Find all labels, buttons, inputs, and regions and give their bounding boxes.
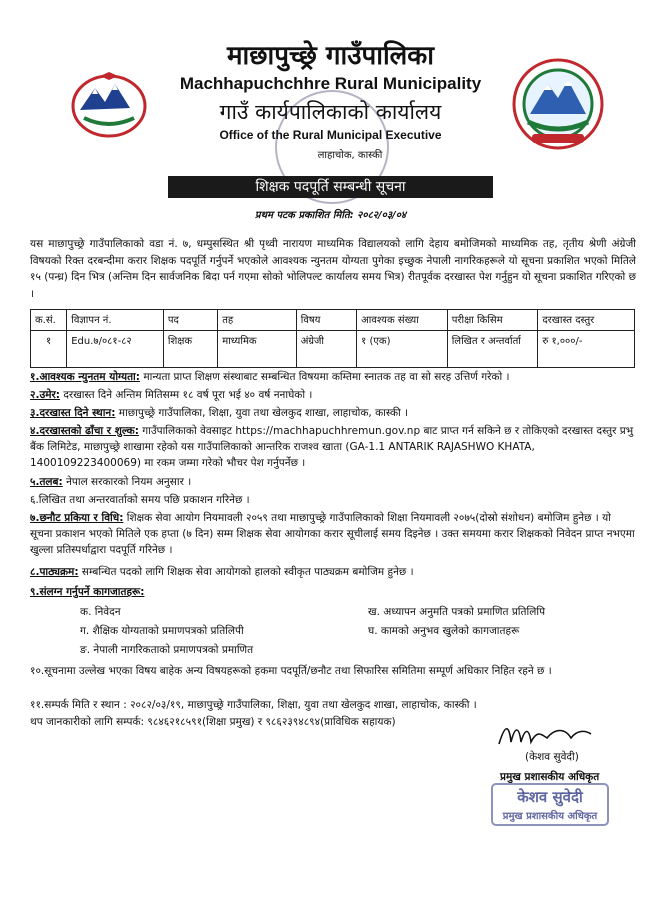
list-item: १०.सूचनामा उल्लेख भएका विषय बाहेक अन्य विषयहरूको हकमा पदपूर्ति/छनौट तथा सिफारिस समितिमा सम्पूर्ण अधिकार निहित रहने छ । [30,665,552,677]
table-cell: रु १,०००/- [538,331,635,368]
list-item: ५.तलब: नेपाल सरकारको नियम अनुसार । [30,476,192,488]
municipality-title-np: माछापुच्छ्रे गाउँपालिका [226,41,435,71]
document-item: ङ. नेपाली नागरिकताको प्रमाणपत्रको प्रमाणित [80,644,254,656]
list-item: १.आवश्यक न्युनतम योग्यता: मान्यता प्राप्त शिक्षण संस्थाबाट सम्बन्धित विषयमा कम्तिमा स्नातक तह वा सो सरह उत्तिर्ण गरेको । [30,371,510,383]
document-item: ग. शैक्षिक योग्यताको प्रमाणपत्रको प्रतिलिपी [80,625,244,637]
table-cell: शिक्षक [163,331,217,368]
table-header: क.सं. [31,310,67,331]
table-header: दरखास्त दस्तुर [538,310,635,331]
notice-title: शिक्षक पदपूर्ति सम्बन्धी सूचना [168,176,493,198]
table-header: विषय [296,310,356,331]
list-item: ४.दरखास्तको ढाँचा र शुल्क: गाउँपालिकाको वेवसाइट https://machhapuchhremun.gov.np बाट प्राप्त गर्न सकिने छ र तोकिएको दरखास्त दस्तुर प्रभु बैंक लिमिटेड, माछापुच्छ्रे शाखामा रहेको यस गाउँपालिकाको आन्तरिक राजश्व खाता (GA-1.1 ANTARIK RAJASHWO KHATA, 1400109223400069) मा रकम जम्मा गरेको भौचर पेश गर्नुपर्नेछ । [30,425,634,469]
municipality-title-en: Machhapuchchhre Rural Municipality [179,74,482,93]
list-item: ८.पाठ्यक्रम: सम्बन्धित पदको लागि शिक्षक सेवा आयोगको हालको स्वीकृत पाठ्यक्रम बमोजिम हुनेछ । [30,566,414,578]
table-header: विज्ञापन नं. [67,310,164,331]
document-item: ख. अध्यापन अनुमति पत्रको प्रमाणित प्रतिलिपि [368,606,546,618]
intro-paragraph: यस माछापुच्छ्रे गाउँपालिकाको वडा नं. ७, धम्पुसस्थित श्री पृथ्वी नारायण माध्यमिक विद्यालयको लागि देहाय बमोजिमको माध्यमिक तह, तृतीय श्रेणी अंग्रेजी विषयको रिक्त दरबन्दीमा करार शिक्षक पदपूर्ति गर्नुपर्ने भएकोले आवश्यक न्युनतम योग्यता पुगेका इच्छुक नेपाली नागरिकहरूले यो सूचना प्रकाशित भएको मितिले १५ (पन्ध्र) दिन भित्र (अन्तिम दिन सार्वजनिक बिदा पर्न गएमा सोको भोलिपल्ट कार्यालय समय भित्र) रीतपूर्वक दरखास्त पेश गर्नुहुन यो सूचना प्रकाशित गरिएको छ । [30,238,636,300]
signature-icon [495,720,595,750]
table-cell: अंग्रेजी [296,331,356,368]
table-cell: १ (एक) [357,331,448,368]
table-row [31,331,635,368]
signatory-title: प्रमुख प्रशासकीय अधिकृत [500,771,600,783]
stamp-title: प्रमुख प्रशासकीय अधिकृत [502,811,598,822]
office-title-en: Office of the Rural Municipal Executive [219,128,442,142]
list-item: २.उमेर: दरखास्त दिने अन्तिम मितिसम्म १८ वर्ष पूरा भई ४० वर्ष ननाघेको । [30,389,313,401]
table-header: तह [218,310,297,331]
contact-info: थप जानकारीको लागि सम्पर्क: ९८४६२१८५९१(शिक्षा प्रमुख) र ९८६२३९४८९४(प्राविधिक सहायक) [30,716,396,728]
letterhead [0,30,661,190]
table-cell: Edu.७/०८१-८२ [67,331,164,368]
list-item: ११.सम्पर्क मिति र स्थान : २०८२/०३/१९, माछापुच्छ्रे गाउँपालिका, शिक्षा, युवा तथा खेलकुद शाखा, लाहाचोक, कास्की । [30,699,477,711]
document-item: घ. कामको अनुभव खुलेको कागजातहरू [368,625,520,637]
table-header: पद [163,310,217,331]
name-stamp-icon [490,782,610,827]
table-header: आवश्यक संख्या [357,310,448,331]
list-item: ७.छनौट प्रकिया र विधि: शिक्षक सेवा आयोग नियमावली २०५९ तथा माछापुच्छ्रे गाउँपालिकाको शिक्षा नियमावली २०७५(दोस्रो संशोधन) बमोजिम हुनेछ । यो सूचना प्रकाशन भएको मितिले एक हप्ता (७ दिन) सम्म शिक्षक सेवा आयोगका करार सूचीलाई समय दिइनेछ । उक्त समयमा करार शिक्षकको निवेदन प्राप्त नभएमा खुल्ला प्रतिस्पर्धाद्वारा पदपूर्ति गरिनेछ । [30,512,635,556]
list-item: ९.संलग्न गर्नुपर्ने कागजातहरू: [30,586,145,598]
document-item: क. निवेदन [80,606,121,618]
list-item: ३.दरखास्त दिने स्थान: माछापुच्छ्रे गाउँपालिका, शिक्षा, युवा तथा खेलकुद शाखा, लाहाचोक, कास्की । [30,407,409,419]
table-cell: १ [31,331,67,368]
office-location: लाहाचोक, कास्की [317,150,383,161]
stamp-name: केशव सुवेदी [517,788,583,806]
publication-date: प्रथम पटक प्रकाशित मिति: २०८२/०३/०४ [254,210,407,221]
office-title-np: गाउँ कार्यपालिकाको कार्यालय [219,100,442,124]
vacancy-table [30,309,635,368]
municipality-logo-icon [512,58,604,150]
table-header: परीक्षा किसिम [447,310,538,331]
table-header-row [31,310,635,331]
signatory-name: (केशव सुवेदी) [525,751,579,763]
table-cell: माध्यमिक [218,331,297,368]
table-cell: लिखित र अन्तर्वार्ता [447,331,538,368]
list-item: ६.लिखित तथा अन्तरवार्ताको समय पछि प्रकाशन गरिनेछ । [30,494,250,506]
